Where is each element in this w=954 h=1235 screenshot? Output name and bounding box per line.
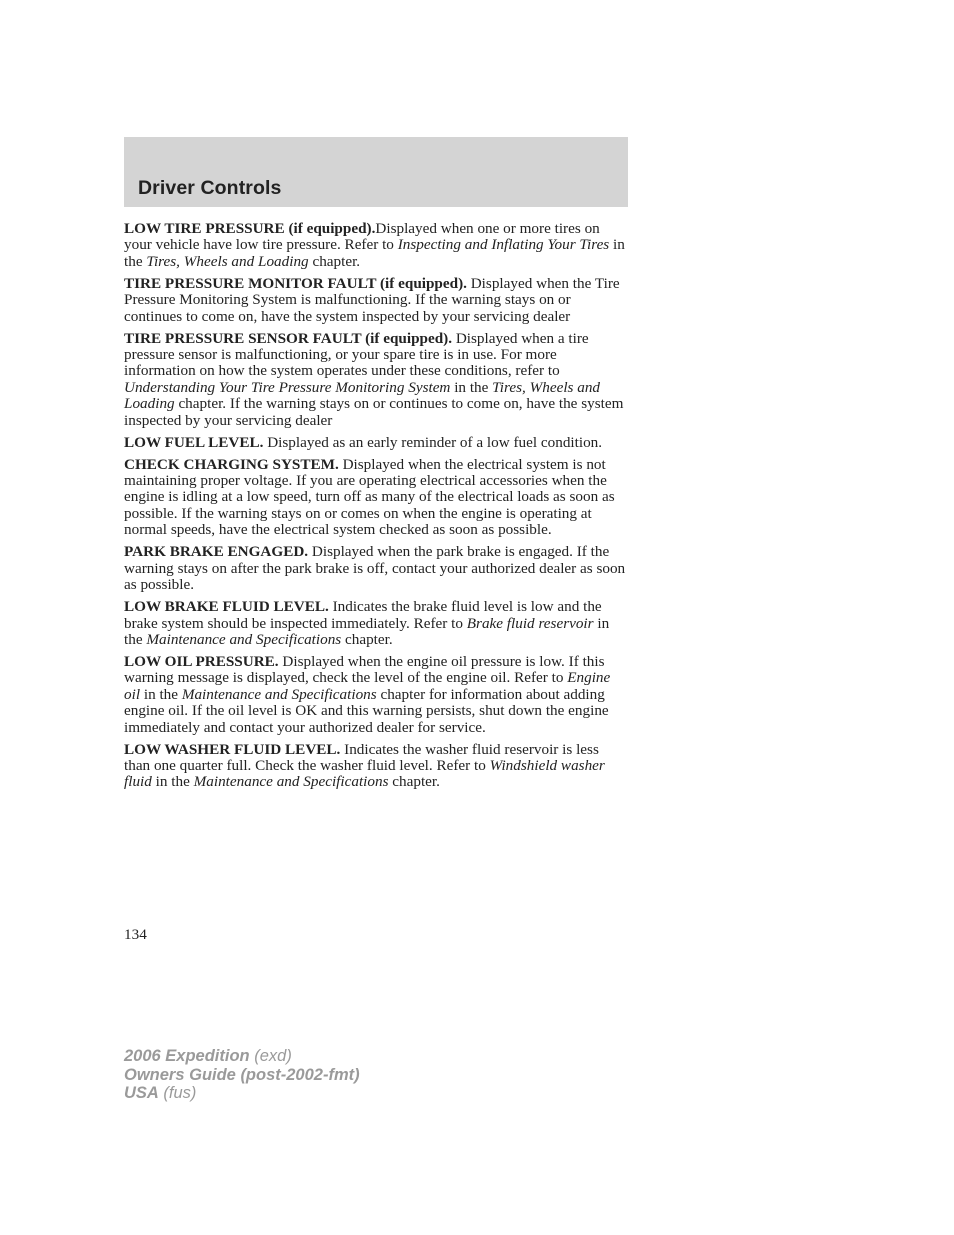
cross-reference: Tires, Wheels and Loading bbox=[124, 378, 601, 413]
warning-term: LOW OIL PRESSURE. bbox=[124, 652, 279, 670]
footer-market: USA bbox=[124, 1084, 159, 1102]
paragraph-text: Indicates the washer fluid reservoir is less than one quarter full. Check the washer fluid level. Refer to bbox=[124, 740, 599, 774]
warning-term: LOW WASHER FLUID LEVEL. bbox=[124, 740, 341, 758]
section-title: Driver Controls bbox=[138, 177, 282, 199]
warning-term: TIRE PRESSURE SENSOR FAULT (if equipped). bbox=[124, 329, 453, 347]
paragraph-text: in the bbox=[151, 773, 194, 791]
cross-reference: Tires, Wheels and Loading bbox=[146, 252, 309, 270]
warning-paragraph bbox=[124, 742, 628, 791]
warning-term: LOW BRAKE FLUID LEVEL. bbox=[124, 598, 329, 616]
footer-line-3 bbox=[124, 1084, 360, 1103]
paragraph-text: Displayed when a tire pressure sensor is malfunctioning, or your spare tire is in use. For more information on how the system operates under these conditions, refer to bbox=[124, 329, 589, 380]
paragraph-text: chapter. If the warning stays on or continues to come on, have the system inspected by your servicing dealer bbox=[124, 395, 624, 429]
cross-reference: Maintenance and Specifications bbox=[193, 773, 389, 791]
paragraph-text: in the bbox=[140, 685, 182, 703]
warning-term: TIRE PRESSURE MONITOR FAULT (if equipped). bbox=[124, 274, 467, 292]
warning-paragraph bbox=[124, 221, 628, 270]
paragraph-text: chapter. bbox=[308, 252, 361, 270]
paragraph-text: in the bbox=[450, 378, 493, 396]
cross-reference: Maintenance and Specifications bbox=[181, 685, 377, 703]
paragraph-text: in the bbox=[124, 236, 625, 270]
warning-paragraph bbox=[124, 654, 628, 736]
warning-paragraph bbox=[124, 457, 628, 539]
warning-paragraph bbox=[124, 276, 628, 325]
page-number: 134 bbox=[124, 926, 147, 943]
section-header-band bbox=[124, 137, 628, 207]
cross-reference: Engine oil bbox=[124, 669, 611, 703]
warning-paragraph bbox=[124, 599, 628, 648]
warning-term: PARK BRAKE ENGAGED. bbox=[124, 543, 309, 561]
warning-term: LOW FUEL LEVEL. bbox=[124, 433, 264, 451]
paragraph-text: Displayed when the engine oil pressure is low. If this warning message is displayed, check the level of the engine oil. Refer to bbox=[124, 652, 605, 687]
paragraph-text: Displayed when the electrical system is not maintaining proper voltage. If you are operating electrical accessories when the engine is idling at a low speed, turn off as many of the electrical loads as soon as possible. If the warning stays on or comes on when the engine is operating at normal speeds, have the electrical system checked as soon as possible. bbox=[124, 455, 615, 539]
paragraph-text: chapter for information about adding engine oil. If the oil level is OK and this warning persists, shut down the engine immediately and contact your authorized dealer for service. bbox=[124, 685, 609, 736]
warning-paragraph bbox=[124, 331, 628, 429]
warning-term: LOW TIRE PRESSURE (if equipped). bbox=[124, 220, 376, 237]
warning-paragraph bbox=[124, 435, 628, 451]
footer-market-code: (fus) bbox=[158, 1084, 197, 1102]
paragraph-text: in the bbox=[124, 614, 610, 648]
cross-reference: Understanding Your Tire Pressure Monitoring System bbox=[124, 378, 451, 396]
cross-reference: Maintenance and Specifications bbox=[146, 630, 342, 648]
warning-term: CHECK CHARGING SYSTEM. bbox=[124, 455, 339, 473]
paragraph-text: Displayed as an early reminder of a low fuel condition. bbox=[263, 433, 603, 451]
footer-line-2: Owners Guide (post-2002-fmt) bbox=[124, 1065, 360, 1084]
paragraph-text: Displayed when one or more tires on your vehicle have low tire pressure. Refer to bbox=[124, 220, 600, 254]
paragraph-text: Displayed when the Tire Pressure Monitoring System is malfunctioning. If the warning stays on or continues to come on, have the system inspected by your servicing dealer bbox=[124, 274, 620, 325]
document-footer bbox=[124, 1047, 360, 1103]
footer-model: 2006 Expedition bbox=[124, 1047, 250, 1065]
paragraph-text: chapter. bbox=[388, 773, 440, 791]
warning-paragraph bbox=[124, 544, 628, 593]
cross-reference: Inspecting and Inflating Your Tires bbox=[397, 236, 610, 254]
cross-reference: Windshield washer fluid bbox=[124, 756, 605, 791]
paragraph-text: Displayed when the park brake is engaged. If the warning stays on after the park brake is off, contact your authorized dealer as soon as possible. bbox=[124, 543, 626, 594]
cross-reference: Brake fluid reservoir bbox=[466, 614, 594, 632]
footer-model-code: (exd) bbox=[249, 1047, 292, 1065]
footer-line-1 bbox=[124, 1047, 360, 1066]
body-text bbox=[124, 221, 628, 796]
paragraph-text: chapter. bbox=[341, 630, 393, 648]
paragraph-text: Indicates the brake fluid level is low and the brake system should be inspected immediately. Refer to bbox=[124, 598, 602, 632]
